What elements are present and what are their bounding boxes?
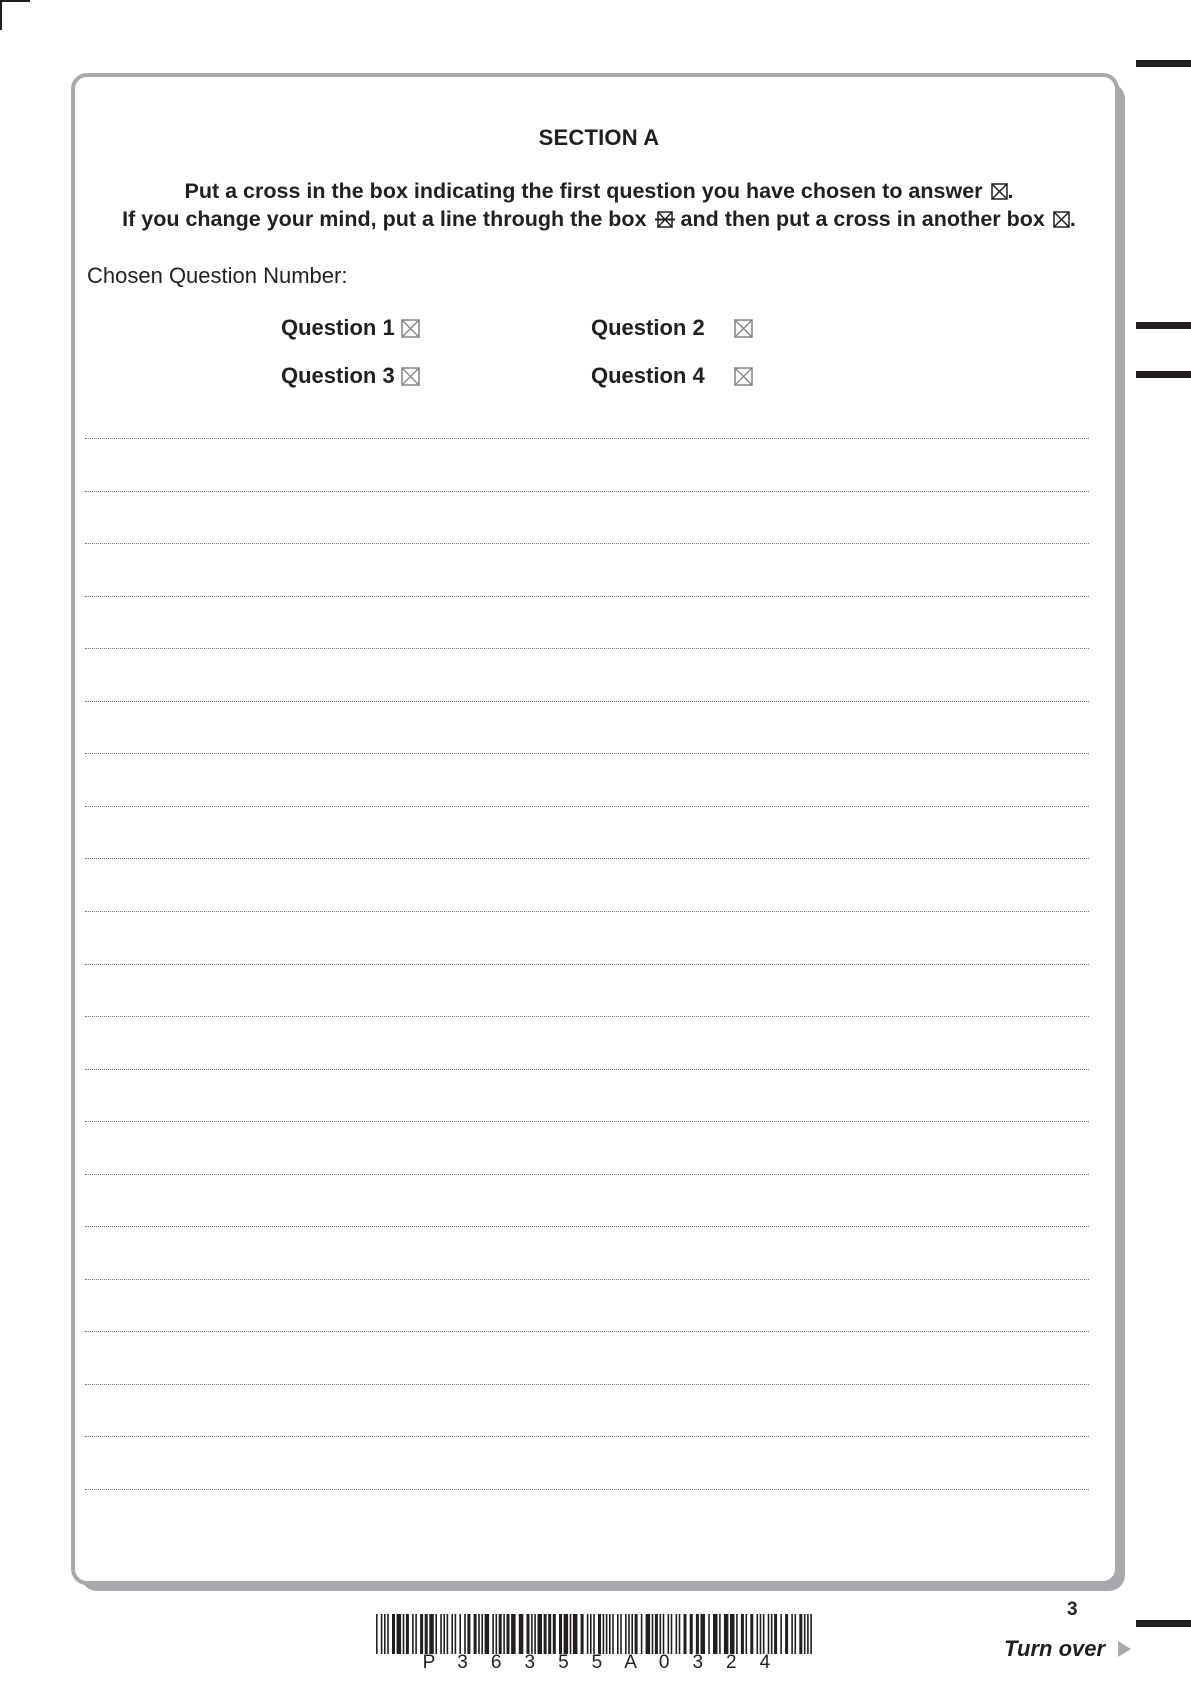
question-1-option[interactable]: [281, 315, 420, 341]
instruction-text-1: Put a cross in the box indicating the first question you have chosen to answer: [184, 179, 983, 203]
barcode-char: 4: [759, 1652, 771, 1673]
instruction-text-2a: If you change your mind, put a line through the box: [122, 207, 647, 231]
period-1: .: [1007, 179, 1014, 203]
barcode-char: 0: [658, 1652, 670, 1673]
answer-line[interactable]: [85, 1384, 1089, 1385]
answer-line[interactable]: [85, 1069, 1089, 1070]
instruction-line-1: [75, 177, 1123, 205]
crossed-box-icon: [991, 183, 1008, 200]
answer-line[interactable]: [85, 1226, 1089, 1227]
turn-over: [1004, 1636, 1131, 1662]
question-3-label: Question 3: [281, 363, 395, 388]
arrow-right-icon: [1118, 1641, 1131, 1657]
barcode-char: 3: [524, 1652, 536, 1673]
chosen-question-label: Chosen Question Number:: [87, 263, 348, 288]
answer-line[interactable]: [85, 1279, 1089, 1280]
question-2-option[interactable]: [591, 315, 753, 341]
barcode-char: P: [422, 1652, 436, 1673]
barcode-char: 3: [692, 1652, 704, 1673]
answer-line[interactable]: [85, 1174, 1089, 1175]
barcode-char: 6: [490, 1652, 502, 1673]
answer-line[interactable]: [85, 1489, 1089, 1490]
barcode-char: 2: [726, 1652, 737, 1673]
answer-line[interactable]: [85, 491, 1089, 492]
answer-line[interactable]: [85, 1331, 1089, 1332]
answer-line[interactable]: [85, 701, 1089, 702]
crossed-box-icon[interactable]: [401, 367, 420, 386]
answer-line[interactable]: [85, 1436, 1089, 1437]
crossed-box-icon[interactable]: [734, 319, 753, 338]
answer-line[interactable]: [85, 1016, 1089, 1017]
barcode: [376, 1614, 812, 1654]
crossed-box-icon[interactable]: [734, 367, 753, 386]
edge-mark-4: [1136, 1620, 1191, 1627]
answer-line[interactable]: [85, 911, 1089, 912]
struck-through-box-icon: [655, 211, 675, 228]
barcode-char: 5: [591, 1652, 603, 1673]
question-1-label: Question 1: [281, 315, 395, 340]
question-4-option[interactable]: [591, 363, 753, 389]
crossed-box-icon: [1053, 211, 1070, 228]
crossed-box-icon[interactable]: [401, 319, 420, 338]
answer-line[interactable]: [85, 438, 1089, 439]
barcode-text: [418, 1652, 776, 1674]
instruction-text-2b: and then put a cross in another box: [680, 207, 1045, 231]
answer-line[interactable]: [85, 648, 1089, 649]
crop-mark-top-left: [0, 0, 30, 30]
instructions: [75, 177, 1123, 233]
answer-line[interactable]: [85, 964, 1089, 965]
barcode-char: A: [624, 1652, 637, 1673]
question-3-option[interactable]: [281, 363, 420, 389]
answer-frame: [71, 73, 1119, 1585]
instruction-line-2: [75, 205, 1123, 233]
barcode-char: 5: [558, 1652, 569, 1673]
question-2-label: Question 2: [591, 315, 705, 340]
answer-line[interactable]: [85, 543, 1089, 544]
turn-over-label: Turn over: [1004, 1636, 1106, 1661]
edge-mark-2: [1136, 322, 1191, 329]
page-number: 3: [1067, 1599, 1078, 1620]
section-title: SECTION A: [538, 125, 660, 150]
edge-mark-1: [1136, 60, 1191, 67]
answer-line[interactable]: [85, 806, 1089, 807]
barcode-char: 3: [457, 1652, 468, 1673]
answer-line[interactable]: [85, 753, 1089, 754]
answer-line[interactable]: [85, 1121, 1089, 1122]
answer-line[interactable]: [85, 858, 1089, 859]
period-2: .: [1069, 207, 1076, 231]
edge-mark-3: [1136, 371, 1191, 378]
answer-line[interactable]: [85, 596, 1089, 597]
question-4-label: Question 4: [591, 363, 705, 388]
